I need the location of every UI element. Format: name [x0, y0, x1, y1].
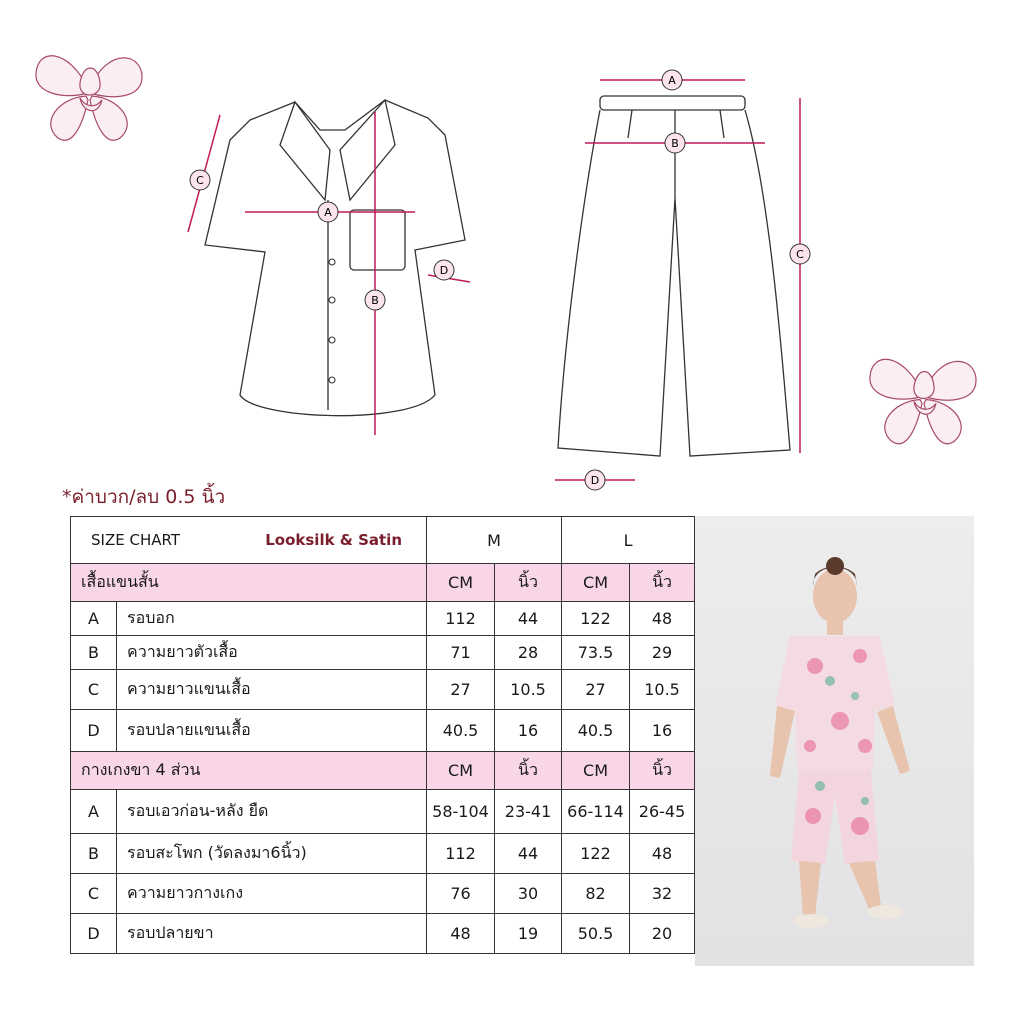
row-label: ความยาวตัวเสื้อ: [117, 636, 427, 670]
shirt-label-c: [190, 170, 210, 190]
table-row: [71, 602, 695, 636]
shirt-label-b: [365, 290, 385, 310]
unit-cm-l: CM: [562, 564, 630, 602]
pants-label-d: [585, 470, 605, 490]
m-inch-value: 44: [495, 834, 562, 874]
m-cm-value: 48: [427, 914, 495, 954]
l-cm-value: 73.5: [562, 636, 630, 670]
l-cm-value: 122: [562, 602, 630, 636]
m-cm-value: 40.5: [427, 710, 495, 752]
svg-text:C: C: [196, 174, 204, 187]
orchid-illustration-right: [862, 340, 984, 455]
pants-diagram: [550, 68, 820, 493]
row-label: รอบเอวก่อน-หลัง ยืด: [117, 790, 427, 834]
unit-cm-m: CM: [427, 564, 495, 602]
unit-inch-l: นิ้ว: [630, 752, 695, 790]
size-l-header: L: [562, 517, 695, 564]
row-code: A: [71, 790, 117, 834]
row-label: รอบอก: [117, 602, 427, 636]
section-title: กางเกงขา 4 ส่วน: [71, 752, 427, 790]
row-label: ความยาวกางเกง: [117, 874, 427, 914]
unit-inch-m: นิ้ว: [495, 564, 562, 602]
l-cm-value: 40.5: [562, 710, 630, 752]
svg-text:C: C: [796, 248, 804, 261]
l-inch-value: 16: [630, 710, 695, 752]
shirt-diagram: [170, 90, 480, 450]
l-inch-value: 32: [630, 874, 695, 914]
l-inch-value: 26-45: [630, 790, 695, 834]
pants-label-b: [665, 133, 685, 153]
row-code: C: [71, 874, 117, 914]
l-inch-value: 29: [630, 636, 695, 670]
l-inch-value: 10.5: [630, 670, 695, 710]
svg-text:B: B: [371, 294, 379, 307]
m-cm-value: 27: [427, 670, 495, 710]
shirt-label-d: [434, 260, 454, 280]
m-inch-value: 23-41: [495, 790, 562, 834]
row-label: ความยาวแขนเสื้อ: [117, 670, 427, 710]
table-row: [71, 914, 695, 954]
m-cm-value: 71: [427, 636, 495, 670]
chart-title: SIZE CHART: [91, 531, 180, 549]
m-inch-value: 19: [495, 914, 562, 954]
brand-name: Looksilk & Satin: [265, 531, 403, 549]
m-inch-value: 30: [495, 874, 562, 914]
row-code: D: [71, 914, 117, 954]
svg-text:A: A: [668, 74, 676, 87]
m-cm-value: 58-104: [427, 790, 495, 834]
svg-text:A: A: [324, 206, 332, 219]
unit-cm-l: CM: [562, 752, 630, 790]
row-label: รอบสะโพก (วัดลงมา6นิ้ว): [117, 834, 427, 874]
m-inch-value: 44: [495, 602, 562, 636]
m-cm-value: 112: [427, 602, 495, 636]
l-inch-value: 20: [630, 914, 695, 954]
row-code: D: [71, 710, 117, 752]
size-m-header: M: [427, 517, 562, 564]
table-row: [71, 710, 695, 752]
l-cm-value: 82: [562, 874, 630, 914]
unit-inch-l: นิ้ว: [630, 564, 695, 602]
l-cm-value: 27: [562, 670, 630, 710]
size-chart-table: [70, 516, 695, 954]
model-photo: [695, 516, 974, 966]
svg-text:D: D: [439, 264, 449, 277]
pants-label-c: [790, 244, 810, 264]
section-title: เสื้อแขนสั้น: [71, 564, 427, 602]
table-row: [71, 636, 695, 670]
model-figure-illustration: [695, 516, 974, 966]
row-label: รอบปลายขา: [117, 914, 427, 954]
unit-inch-m: นิ้ว: [495, 752, 562, 790]
table-row: [71, 790, 695, 834]
row-code: B: [71, 834, 117, 874]
l-cm-value: 50.5: [562, 914, 630, 954]
unit-cm-m: CM: [427, 752, 495, 790]
row-code: A: [71, 602, 117, 636]
shirt-label-a: [318, 202, 338, 222]
row-code: B: [71, 636, 117, 670]
table-row: [71, 874, 695, 914]
svg-text:B: B: [671, 137, 679, 150]
m-inch-value: 16: [495, 710, 562, 752]
section-header-row: [71, 752, 695, 790]
l-inch-value: 48: [630, 834, 695, 874]
table-row: [71, 834, 695, 874]
pants-label-a: [662, 70, 682, 90]
l-cm-value: 122: [562, 834, 630, 874]
m-inch-value: 10.5: [495, 670, 562, 710]
m-inch-value: 28: [495, 636, 562, 670]
row-label: รอบปลายแขนเสื้อ: [117, 710, 427, 752]
m-cm-value: 112: [427, 834, 495, 874]
orchid-illustration-top-left: [28, 38, 150, 150]
section-header-row: [71, 564, 695, 602]
m-cm-value: 76: [427, 874, 495, 914]
svg-text:D: D: [590, 474, 600, 487]
row-code: C: [71, 670, 117, 710]
l-inch-value: 48: [630, 602, 695, 636]
table-row: [71, 670, 695, 710]
table-header-row: [71, 517, 695, 564]
tolerance-note: *ค่าบวก/ลบ 0.5 นิ้ว: [62, 486, 226, 508]
l-cm-value: 66-114: [562, 790, 630, 834]
